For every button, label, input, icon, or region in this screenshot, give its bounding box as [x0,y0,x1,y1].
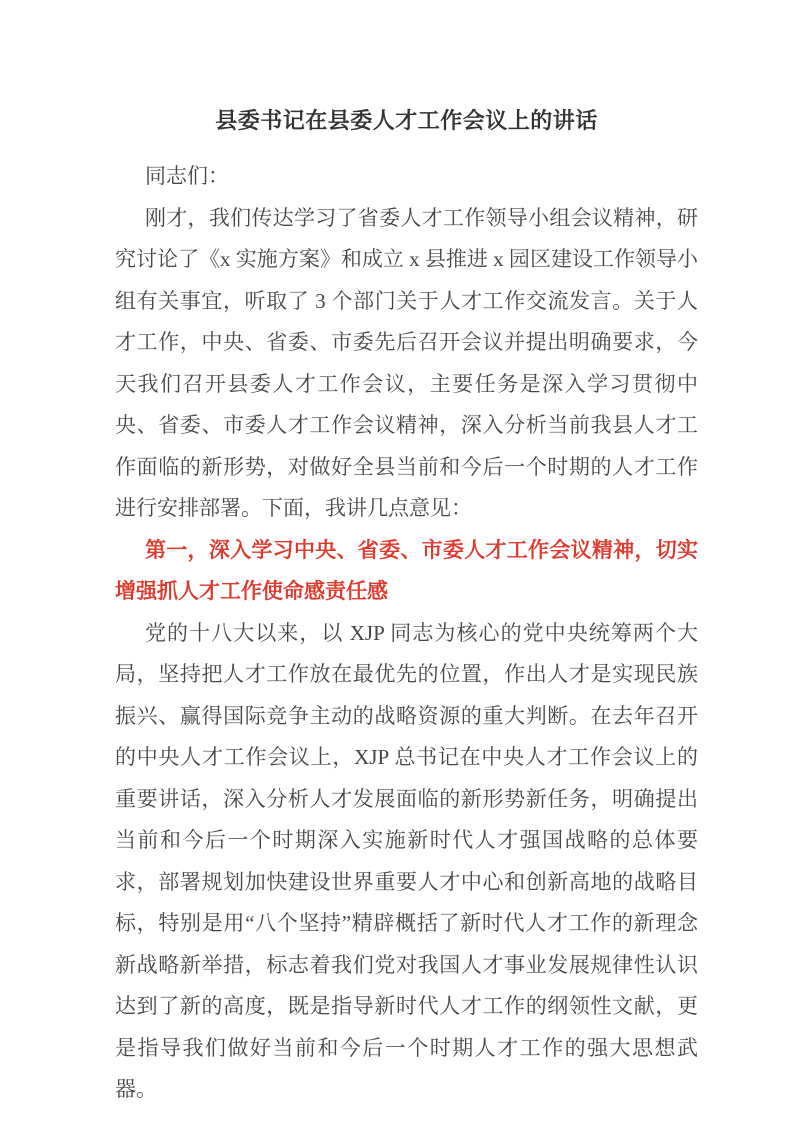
document-body [115,156,698,1111]
paragraph-section-one-body: 党的十八大以来，以 XJP 同志为核心的党中央统筹两个大局，坚持把人才工作放在最优先的位置，作出人才是实现民族振兴、赢得国际竞争主动的战略资源的重大判断。在去年召开的中央人才工作会议上，XJP 总书记在中央人才工作会议上的重要讲话，深入分析人才发展面临的新形势新任务，明确提出当前和今后一个时期深入实施新时代人才强国战略的总体要求，部署规划加快建设世界重要人才中心和创新高地的战略目标，特别是用“八个坚持”精辟概括了新时代人才工作的新理念新战略新举措，标志着我们党对我国人才事业发展规律性认识达到了新的高度，既是指导新时代人才工作的纲领性文献，更是指导我们做好当前和今后一个时期人才工作的强大思想武器。 [115,620,698,1101]
section-heading-first: 第一，深入学习中央、省委、市委人才工作会议精神，切实增强抓人才工作使命感责任感 [115,537,698,603]
paragraph-salutation: 同志们： [145,164,229,188]
document-title: 县委书记在县委人才工作会议上的讲话 [215,108,598,133]
paragraph-intro: 刚才，我们传达学习了省委人才工作领导小组会议精神，研究讨论了《x 实施方案》和成立 x 县推进 x 园区建设工作领导小组有关事宜，听取了 3 个部门关于人才工作交流发言。关于人才工作，中央、省委、市委先后召开会议并提出明确要求，今天我们召开县委人才工作会议，主要任务是深入学习贯彻中央、省委、市委人才工作会议精神，深入分析当前我县人才工作面临的新形势，对做好全县当前和今后一个时期的人才工作进行安排部署。下面，我讲几点意见： [115,205,698,520]
